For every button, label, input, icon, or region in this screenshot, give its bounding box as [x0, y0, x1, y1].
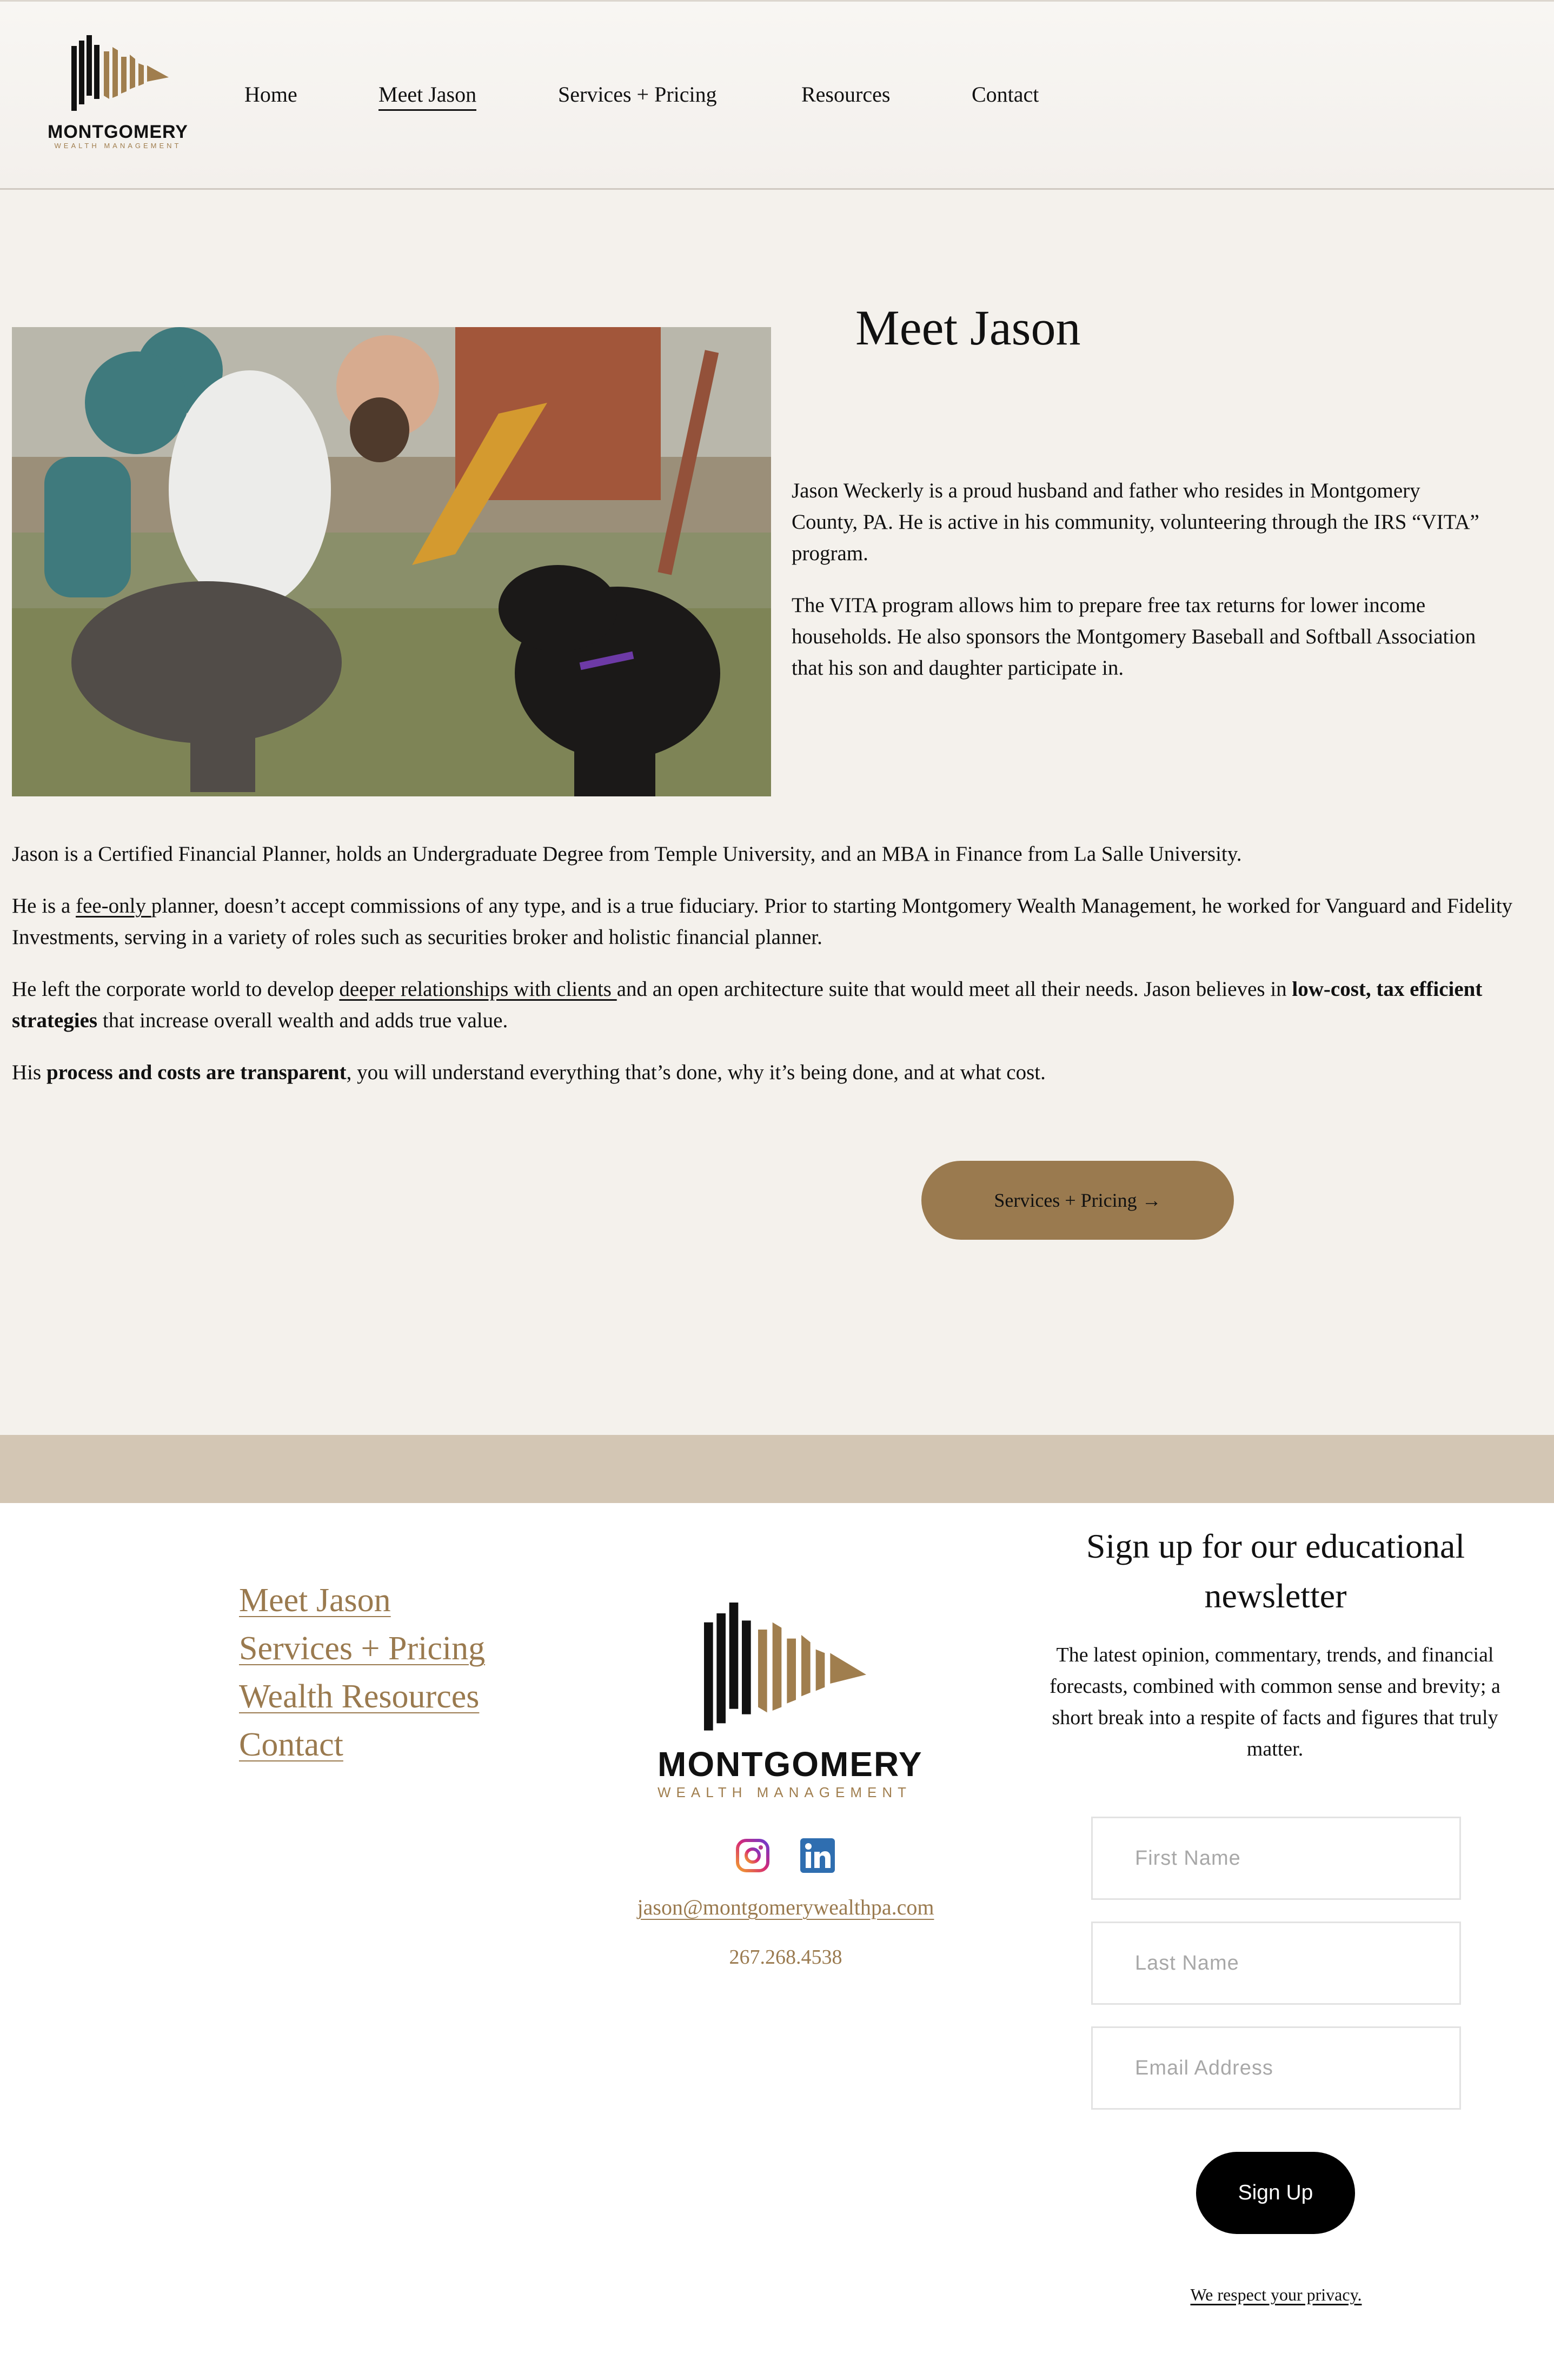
bio-paragraph	[12, 974, 1542, 1036]
bio-text-segment: , you will understand everything that’s done, why it’s being done, and at what cost.	[346, 1061, 1046, 1084]
nav-meet-jason[interactable]: Meet Jason	[378, 82, 476, 111]
email-field[interactable]	[1091, 2026, 1461, 2110]
footer-link-wealth-resources[interactable]: Wealth Resources	[239, 1678, 480, 1715]
newsletter-description: The latest opinion, commentary, trends, and financial forecasts, combined with common sense and brevity; a short break into a respite of facts and figures that truly matter.	[1050, 1644, 1500, 1760]
last-name-field[interactable]	[1091, 1922, 1461, 2005]
nav-resources[interactable]: Resources	[801, 82, 891, 107]
footer-link-services-pricing[interactable]: Services + Pricing	[239, 1630, 486, 1667]
bio-text-segment: planner, doesn’t accept commissions of any type, and is a true fiduciary. Prior to starting Montgomery Wealth Management, he worked for Vanguard and Fidelity Investments, serving in a variety of roles such as securities broker and holistic financial planner.	[12, 894, 1513, 949]
footer-link-meet-jason[interactable]: Meet Jason	[239, 1582, 391, 1619]
bio-text-segment: He left the corporate world to develop	[12, 978, 340, 1001]
bio-text-segment: that increase overall wealth and adds true value.	[97, 1009, 508, 1032]
footer-link-contact[interactable]: Contact	[239, 1726, 343, 1763]
linkedin-icon[interactable]	[800, 1838, 835, 1873]
contact-email-link[interactable]: jason@montgomerywealthpa.com	[637, 1895, 934, 1919]
sign-up-button[interactable]: Sign Up	[1196, 2152, 1355, 2234]
jason-family-photo	[12, 327, 771, 796]
contact-phone[interactable]: 267.268.4538	[729, 1946, 842, 1969]
footer-brand-name: MONTGOMERY	[658, 1745, 923, 1784]
main-content	[0, 190, 1554, 1435]
deeper-relationships-link[interactable]: deeper relationships with clients	[339, 978, 617, 1001]
bio-bold-text: process and costs are transparent	[46, 1061, 347, 1084]
bio-text-segment: He is a	[12, 894, 76, 918]
bio-bold-text: low-cost, tax efficient strategies	[12, 978, 1483, 1032]
intro-paragraph: Jason Weckerly is a proud husband and father who resides in Montgomery County, PA. He is active in his community, volunteering through the IRS “VITA” program.	[792, 479, 1479, 565]
newsletter-title: Sign up for our educational newsletter	[1086, 1527, 1465, 1615]
page-title: Meet Jason	[855, 300, 1081, 355]
logo-mark-icon	[71, 35, 169, 111]
bio-paragraph	[12, 890, 1542, 953]
logo-mark-icon	[704, 1603, 866, 1738]
nav-home[interactable]: Home	[244, 82, 297, 107]
intro-paragraph: The VITA program allows him to prepare free tax returns for lower income households. He also sponsors the Montgomery Baseball and Softball Association that his son and daughter participate in.	[792, 594, 1476, 680]
privacy-link[interactable]: We respect your privacy.	[1190, 2285, 1362, 2304]
services-pricing-button[interactable]: Services + Pricing →	[921, 1161, 1234, 1240]
brand-tagline: WEALTH MANAGEMENT	[54, 142, 182, 150]
footer-nav	[239, 1577, 485, 1769]
site-footer	[0, 1503, 1554, 2380]
brand-logo[interactable]	[48, 35, 188, 154]
footer-logo	[658, 1603, 923, 1808]
divider-band	[0, 1435, 1554, 1503]
intro-text	[792, 475, 1489, 704]
first-name-field[interactable]	[1091, 1817, 1461, 1900]
bio-text-segment: and an open architecture suite that would meet all their needs. Jason believes in	[616, 978, 1292, 1001]
fee-only-link[interactable]: fee-only	[76, 894, 151, 918]
bio-text	[12, 839, 1542, 1109]
bio-paragraph: Jason is a Certified Financial Planner, holds an Undergraduate Degree from Temple University, and an MBA in Finance from La Salle University.	[12, 842, 1242, 866]
nav-contact[interactable]: Contact	[972, 82, 1039, 107]
footer-brand-tagline: WEALTH MANAGEMENT	[658, 1784, 912, 1800]
site-header	[0, 0, 1554, 190]
bio-paragraph	[12, 1057, 1542, 1088]
brand-name: MONTGOMERY	[48, 122, 188, 142]
instagram-icon[interactable]	[735, 1838, 770, 1873]
bio-text-segment: His	[12, 1061, 47, 1084]
nav-services-pricing[interactable]: Services + Pricing	[558, 82, 717, 107]
